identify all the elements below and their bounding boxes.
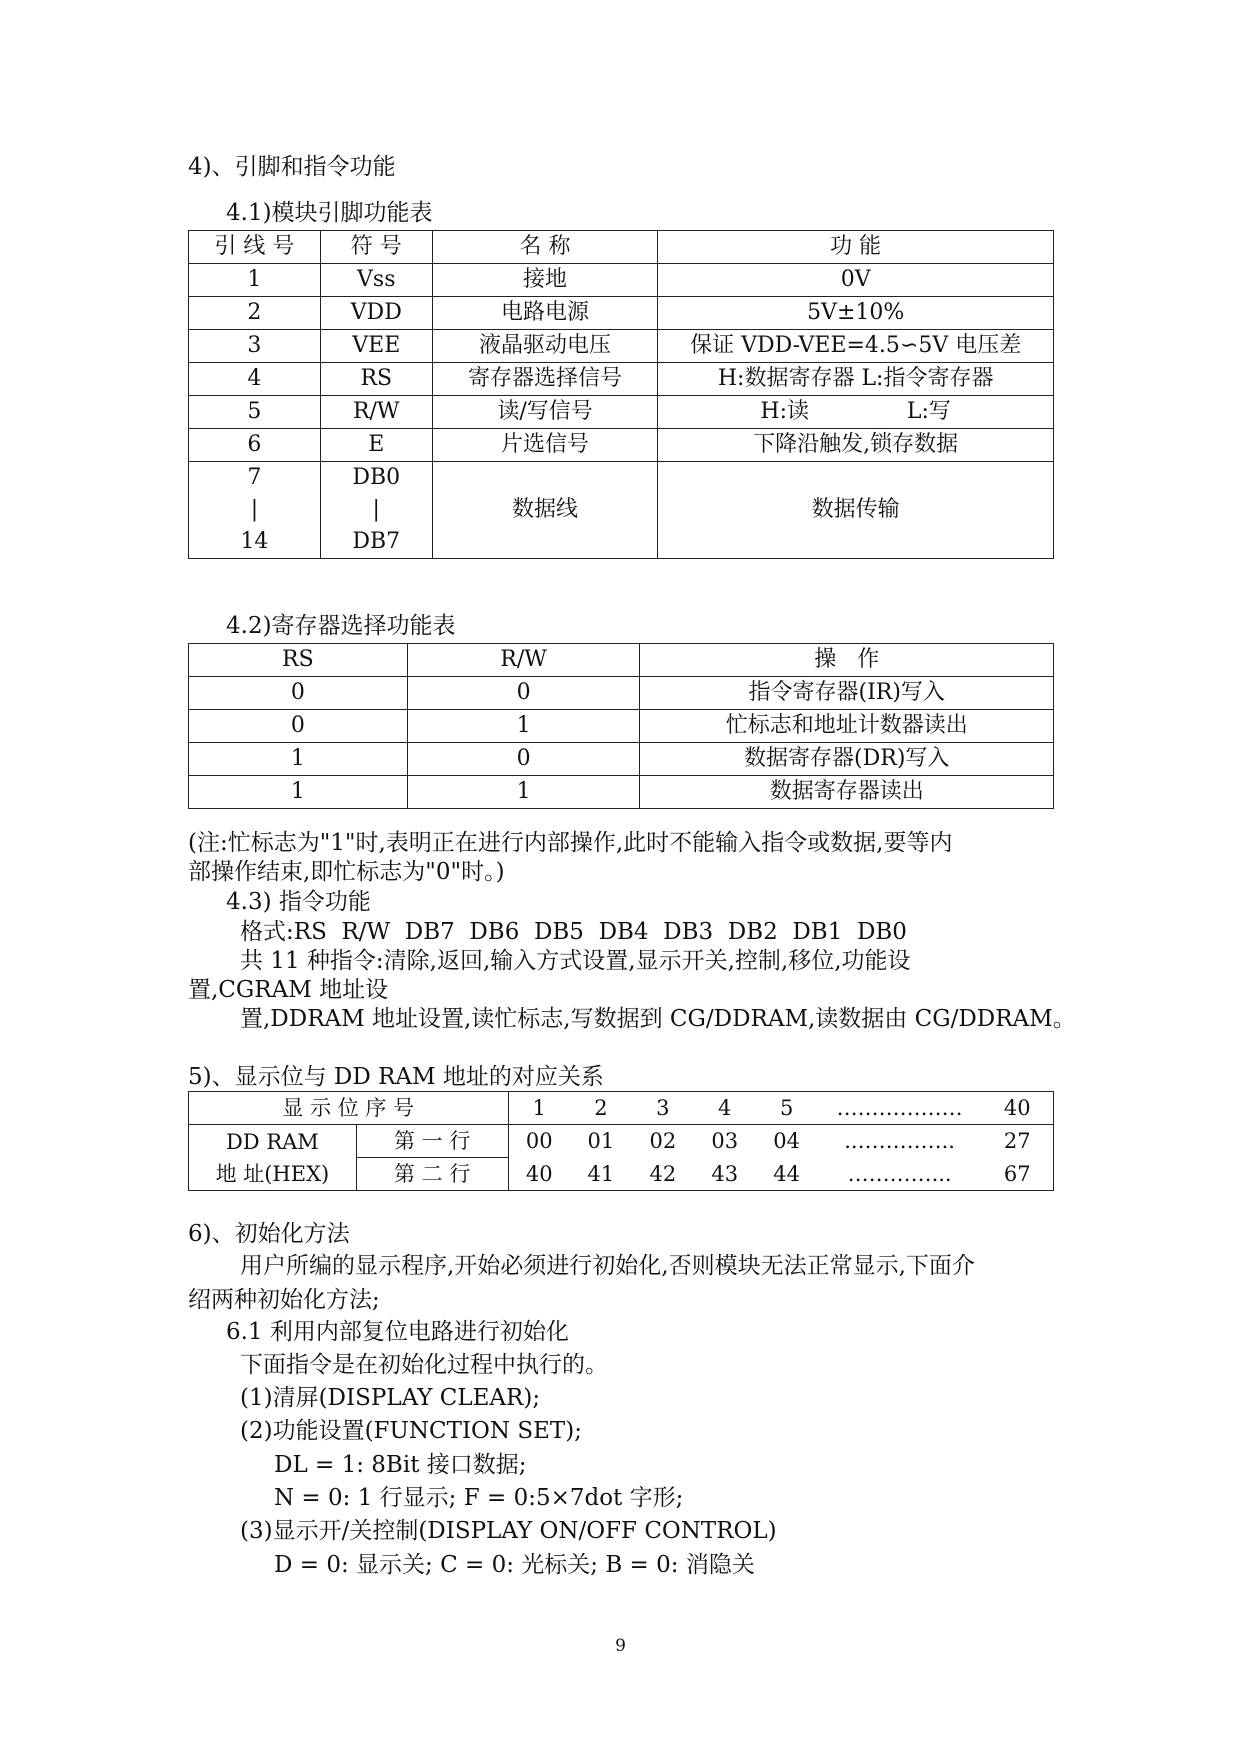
position-cell: 4 [694,1092,756,1125]
rs-cell: 0 [189,677,408,710]
section4-heading: 4)、引脚和指令功能 [188,154,396,180]
pin-cell: 3 [189,330,321,363]
rs-cell: 1 [189,776,408,809]
init-intro-line-2: 绍两种初始化方法; [188,1287,380,1313]
address-cell: 02 [632,1125,694,1158]
function-cell: 数据传输 [658,462,1054,559]
symbol-range-start: DB0 [352,465,401,490]
pin-cell: 1 [189,264,321,297]
address-ellipsis: …………... [818,1158,982,1191]
pin-range-bar: | [250,497,259,522]
name-cell: 读/写信号 [432,396,658,429]
header-cell: R/W [407,644,640,677]
table-row [189,710,1054,743]
rw-cell: 1 [407,710,640,743]
table-row [189,396,1054,429]
table2-title: 4.2)寄存器选择功能表 [226,613,456,639]
header-cell: 符 号 [320,231,432,264]
ddram-label-line-2: 地 址(HEX) [215,1161,330,1186]
init-subsection-intro: 下面指令是在初始化过程中执行的。 [240,1352,608,1378]
line-label: 第 二 行 [356,1158,508,1191]
ddram-group-label [189,1125,357,1191]
function-cell: 保证 VDD-VEE=4.5∽5V 电压差 [658,330,1054,363]
note-line-1: (注:忙标志为"1"时,表明正在进行内部操作,此时不能输入指令或数据,要等内 [188,830,953,856]
operation-cell: 数据寄存器(DR)写入 [640,743,1054,776]
pin-range-end: 14 [240,529,269,554]
note-line-2: 部操作结束,即忙标志为"0"时。) [188,859,505,885]
position-row [189,1092,1054,1125]
position-cell: 3 [632,1092,694,1125]
table1-title: 4.1)模块引脚功能表 [226,200,433,226]
operation-cell: 指令寄存器(IR)写入 [640,677,1054,710]
position-cell: 40 [982,1092,1054,1125]
function-cell: 5V±10% [658,297,1054,330]
address-cell: 67 [982,1158,1054,1191]
header-cell: 引 线 号 [189,231,321,264]
address-cell: 00 [508,1125,570,1158]
command-title: 4.3) 指令功能 [226,889,371,915]
symbol-cell: RS [320,363,432,396]
name-cell: 片选信号 [432,429,658,462]
table-header-row [189,644,1054,677]
pin-cell: 4 [189,363,321,396]
function-cell: H:读 L:写 [658,396,1054,429]
pin-cell: 2 [189,297,321,330]
name-cell: 接地 [432,264,658,297]
name-cell: 液晶驱动电压 [432,330,658,363]
init-step-1: (1)清屏(DISPLAY CLEAR); [240,1385,541,1411]
table-row [189,264,1054,297]
init-step-3-detail: D = 0: 显示关; C = 0: 光标关; B = 0: 消隐关 [274,1552,755,1578]
table-row [189,429,1054,462]
pin-cell: 6 [189,429,321,462]
section6-heading: 6)、初始化方法 [188,1221,350,1247]
register-select-table [188,643,1054,809]
address-cell: 40 [508,1158,570,1191]
position-label: 显 示 位 序 号 [189,1092,509,1125]
init-subsection-title: 6.1 利用内部复位电路进行初始化 [226,1319,569,1345]
header-cell: 名 称 [432,231,658,264]
rw-cell: 1 [407,776,640,809]
ddram-address-table [188,1091,1054,1191]
command-list-line-2: 置,CGRAM 地址设 [188,977,389,1003]
pin-cell: 5 [189,396,321,429]
table-row [189,330,1054,363]
symbol-cell: Vss [320,264,432,297]
operation-cell: 忙标志和地址计数器读出 [640,710,1054,743]
table-row [189,363,1054,396]
position-cell: 2 [570,1092,632,1125]
command-list-line-1: 共 11 种指令:清除,返回,输入方式设置,显示开关,控制,移位,功能设 [240,948,911,974]
position-cell: 5 [756,1092,818,1125]
function-cell: 下降沿触发,锁存数据 [658,429,1054,462]
table-row [189,743,1054,776]
position-ellipsis: ……………… [818,1092,982,1125]
table-row [189,297,1054,330]
address-cell: 04 [756,1125,818,1158]
function-cell: H:数据寄存器 L:指令寄存器 [658,363,1054,396]
init-step-3: (3)显示开/关控制(DISPLAY ON/OFF CONTROL) [240,1518,777,1544]
address-cell: 03 [694,1125,756,1158]
command-list-line-3: 置,DDRAM 地址设置,读忙标志,写数据到 CG/DDRAM,读数据由 CG/DDRAM。 [240,1006,1076,1032]
name-cell: 寄存器选择信号 [432,363,658,396]
table-row [189,776,1054,809]
table-header-row [189,231,1054,264]
name-cell: 电路电源 [432,297,658,330]
position-cell: 1 [508,1092,570,1125]
command-format: 格式:RS R/W DB7 DB6 DB5 DB4 DB3 DB2 DB1 DB0 [240,919,907,945]
symbol-range-bar: | [372,497,380,522]
address-cell: 41 [570,1158,632,1191]
address-cell: 42 [632,1158,694,1191]
section5-heading: 5)、显示位与 DD RAM 地址的对应关系 [188,1064,604,1090]
header-cell: 功 能 [658,231,1054,264]
rs-cell: 0 [189,710,408,743]
page-number: 9 [615,1636,626,1656]
table-row [189,677,1054,710]
init-step-2-detail-1: DL = 1: 8Bit 接口数据; [274,1452,527,1478]
address-cell: 43 [694,1158,756,1191]
address-cell: 44 [756,1158,818,1191]
ddram-label-line-1: DD RAM [225,1129,319,1154]
name-cell: 数据线 [432,462,658,559]
symbol-cell: VDD [320,297,432,330]
init-step-2-detail-2: N = 0: 1 行显示; F = 0:5×7dot 字形; [274,1485,684,1511]
address-cell: 27 [982,1125,1054,1158]
rs-cell: 1 [189,743,408,776]
symbol-cell: R/W [320,396,432,429]
rw-cell: 0 [407,677,640,710]
table-row [189,462,1054,559]
header-cell: RS [189,644,408,677]
init-step-2: (2)功能设置(FUNCTION SET); [240,1418,582,1444]
symbol-range-cell [320,462,432,559]
symbol-cell: E [320,429,432,462]
header-cell: 操 作 [640,644,1054,677]
symbol-range-end: DB7 [352,529,401,554]
pin-range-cell [189,462,321,559]
rw-cell: 0 [407,743,640,776]
pin-function-table [188,230,1054,559]
operation-cell: 数据寄存器读出 [640,776,1054,809]
init-intro-line-1: 用户所编的显示程序,开始必须进行初始化,否则模块无法正常显示,下面介 [240,1253,975,1279]
address-cell: 01 [570,1125,632,1158]
symbol-cell: VEE [320,330,432,363]
address-row-1 [189,1125,1054,1158]
address-ellipsis: ..………….. [818,1125,982,1158]
function-cell: 0V [658,264,1054,297]
line-label: 第 一 行 [356,1125,508,1158]
pin-range-start: 7 [247,465,262,490]
